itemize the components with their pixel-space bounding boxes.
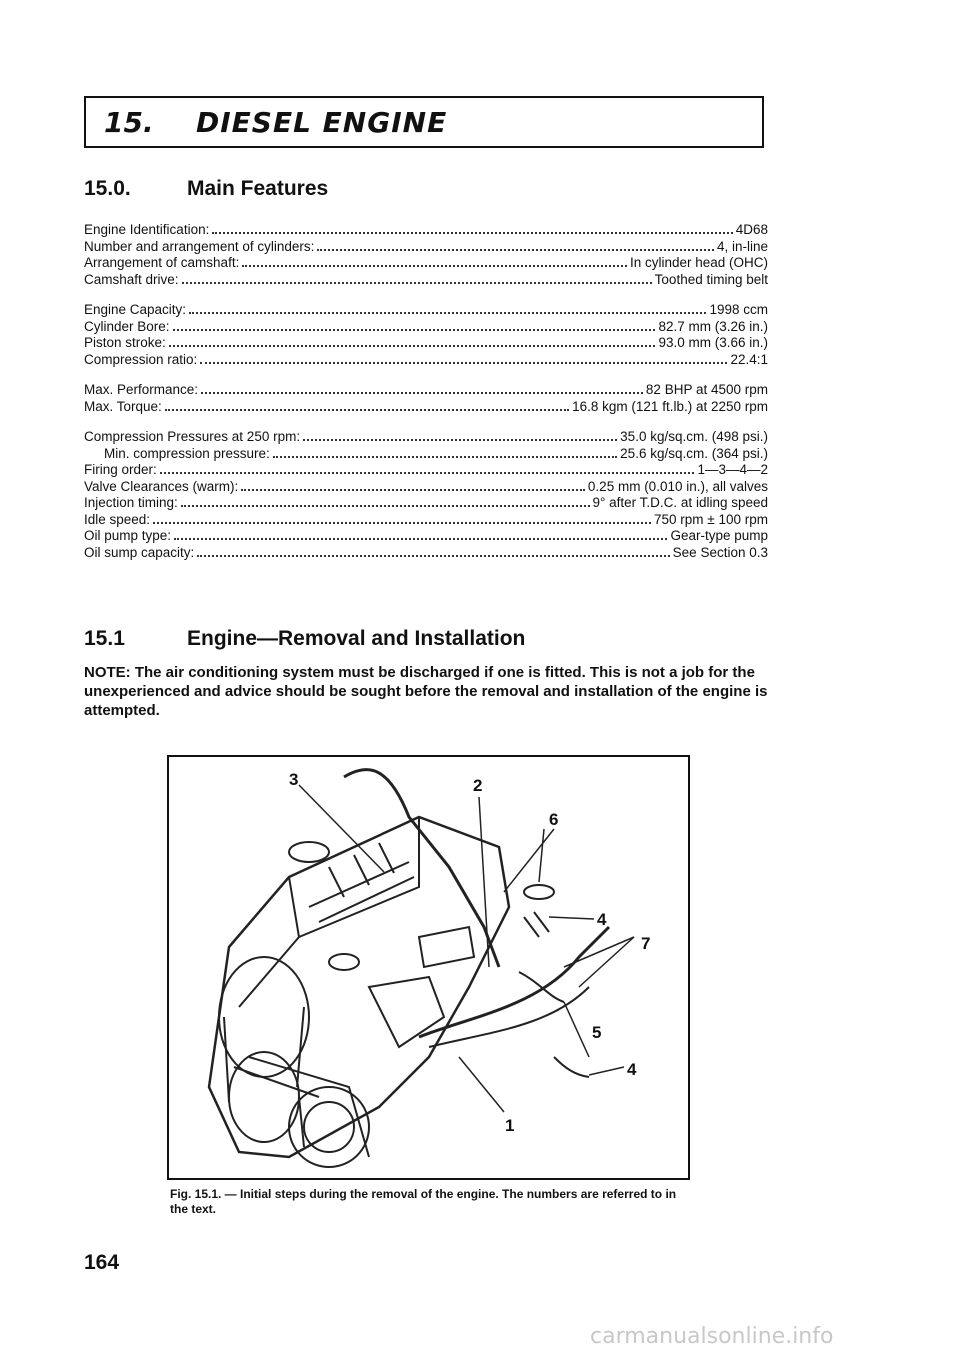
spec-value: 1—3—4—2 <box>697 462 768 477</box>
chapter-title: DIESEL ENGINE <box>196 106 448 139</box>
spec-row <box>84 511 768 528</box>
spec-row <box>84 445 768 462</box>
spec-value: 35.0 kg/sq.cm. (498 psi.) <box>620 429 768 444</box>
spec-group <box>84 381 768 414</box>
spec-row <box>84 398 768 415</box>
dot-leader <box>189 301 706 314</box>
spec-label: Max. Torque: <box>84 398 162 414</box>
dot-leader <box>181 494 590 507</box>
spec-group <box>84 428 768 560</box>
dot-leader <box>182 271 652 284</box>
spec-row <box>84 221 768 238</box>
spec-label: Idle speed: <box>84 511 151 527</box>
note-label: NOTE: <box>84 664 131 681</box>
spec-label: Piston stroke: <box>84 335 166 350</box>
engine-figure <box>167 755 690 1180</box>
spec-row <box>84 461 768 478</box>
spec-label: Camshaft drive: <box>84 271 179 287</box>
spec-row <box>84 381 768 398</box>
spec-value: 82 BHP at 4500 rpm <box>645 382 768 397</box>
spec-row <box>84 318 768 335</box>
spec-label: Oil sump capacity: <box>84 544 195 560</box>
spec-label: Min. compression pressure: <box>104 445 270 461</box>
spec-group <box>84 301 768 367</box>
chapter-heading <box>84 96 764 148</box>
dot-leader <box>242 254 627 267</box>
spec-value: Toothed timing belt <box>654 271 768 287</box>
dot-leader <box>165 398 569 411</box>
dot-leader <box>173 318 656 331</box>
callout-5: 5 <box>592 1023 602 1042</box>
spec-label: Arrangement of camshaft: <box>84 255 240 270</box>
spec-row <box>84 351 768 368</box>
callout-1: 1 <box>505 1116 515 1135</box>
engine-illustration <box>169 757 692 1182</box>
dot-leader <box>317 238 714 251</box>
spec-value: 4D68 <box>735 222 768 237</box>
watermark: carmanualsonline.info <box>590 1324 834 1349</box>
callout-2: 2 <box>473 776 483 795</box>
spec-list <box>84 221 768 574</box>
dot-leader <box>160 461 695 474</box>
spec-label: Valve Clearances (warm): <box>84 478 239 494</box>
callout-3: 3 <box>289 770 299 789</box>
spec-label: Cylinder Bore: <box>84 318 170 334</box>
spec-label: Compression ratio: <box>84 351 198 367</box>
spec-row <box>84 527 768 544</box>
spec-value: 25.6 kg/sq.cm. (364 psi.) <box>620 445 768 461</box>
spec-label: Oil pump type: <box>84 528 172 543</box>
spec-label: Firing order: <box>84 462 157 477</box>
section-title-main-features: Main Features <box>187 177 329 200</box>
note-paragraph <box>84 663 768 720</box>
dot-leader <box>200 351 727 364</box>
spec-row <box>84 428 768 445</box>
dot-leader <box>169 334 656 347</box>
spec-value: 0.25 mm (0.010 in.), all valves <box>587 478 768 494</box>
spec-value: 9° after T.D.C. at idling speed <box>592 495 768 510</box>
spec-row <box>84 271 768 288</box>
callout-4-upper: 4 <box>597 910 607 929</box>
spec-group <box>84 221 768 287</box>
dot-leader <box>197 544 669 557</box>
spec-value: 16.8 kgm (121 ft.lb.) at 2250 rpm <box>572 398 768 414</box>
chapter-number: 15. <box>104 106 154 139</box>
spec-row <box>84 254 768 271</box>
spec-value: 93.0 mm (3.66 in.) <box>658 335 768 350</box>
dot-leader <box>174 527 667 540</box>
callout-6: 6 <box>549 810 559 829</box>
dot-leader <box>212 221 732 234</box>
page-number: 164 <box>84 1251 120 1274</box>
spec-value: 750 rpm ± 100 rpm <box>654 511 768 527</box>
spec-label: Number and arrangement of cylinders: <box>84 238 315 254</box>
callout-4-lower: 4 <box>627 1060 637 1079</box>
callout-7: 7 <box>641 934 651 953</box>
section-number-removal: 15.1 <box>84 627 125 650</box>
spec-value: 22.4:1 <box>730 351 768 367</box>
note-text: The air conditioning system must be discharged if one is fitted. This is not a job for the unexperienced and advice should be sought before the removal and installation of the engine is attempted. <box>84 664 768 719</box>
spec-label: Max. Performance: <box>84 382 199 397</box>
spec-value: See Section 0.3 <box>672 544 768 560</box>
section-number-main-features: 15.0. <box>84 177 131 200</box>
spec-value: In cylinder head (OHC) <box>629 255 768 270</box>
spec-label: Compression Pressures at 250 rpm: <box>84 429 301 444</box>
dot-leader <box>241 478 585 491</box>
spec-row <box>84 334 768 351</box>
spec-value: 4, in-line <box>716 238 768 254</box>
spec-row <box>84 301 768 318</box>
spec-value: 1998 ccm <box>709 302 768 317</box>
dot-leader <box>273 445 617 458</box>
spec-label: Engine Identification: <box>84 222 210 237</box>
spec-row <box>84 478 768 495</box>
spec-label: Engine Capacity: <box>84 302 187 317</box>
spec-value: 82.7 mm (3.26 in.) <box>658 318 768 334</box>
dot-leader <box>153 511 651 524</box>
dot-leader <box>303 428 617 441</box>
spec-label: Injection timing: <box>84 495 178 510</box>
dot-leader <box>201 381 643 394</box>
spec-value: Gear-type pump <box>670 528 768 543</box>
spec-row <box>84 544 768 561</box>
section-title-removal: Engine—Removal and Installation <box>187 627 526 650</box>
spec-row <box>84 494 768 511</box>
figure-caption: Fig. 15.1. — Initial steps during the removal of the engine. The numbers are referred to in the text. <box>170 1187 677 1216</box>
spec-row <box>84 238 768 255</box>
